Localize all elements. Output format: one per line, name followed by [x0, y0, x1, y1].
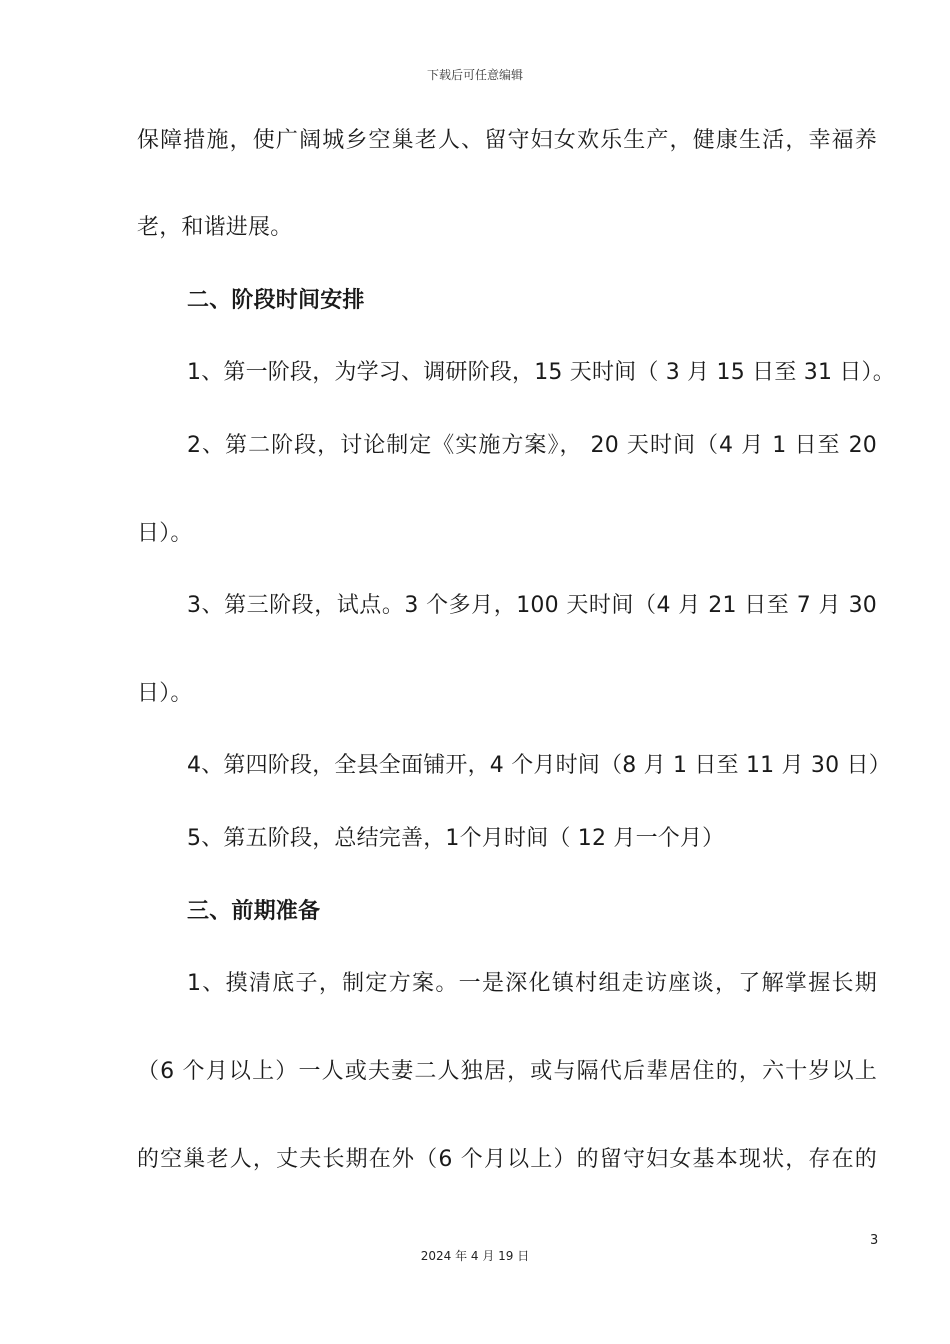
body-line-2: 老，和谐进展。	[137, 215, 293, 240]
prep-line-2: （6 个月以上）一人或夫妻二人独居，或与隔代后辈居住的，六十岁以上	[137, 1059, 877, 1084]
body-line-1: 保障措施，使广阔城乡空巢老人、留守妇女欢乐生产，健康生活，幸福养	[137, 128, 877, 153]
page-header: 下载后可任意编辑	[426, 68, 523, 82]
stage-item-1: 1、第一阶段，为学习、调研阶段，15 天时间（ 3 月 15 日至 31 日）。	[187, 360, 895, 385]
prep-line-1: 1、摸清底子，制定方案。一是深化镇村组走访座谈，了解掌握长期	[187, 971, 877, 996]
prep-line-3: 的空巢老人，丈夫长期在外（6 个月以上）的留守妇女基本现状，存在的	[137, 1147, 877, 1172]
stage-item-2: 2、第二阶段，讨论制定《实施方案》， 20 天时间（4 月 1 日至 20	[187, 433, 877, 458]
stage-item-3: 3、第三阶段，试点。3 个多月，100 天时间（4 月 21 日至 7 月 30	[187, 593, 877, 618]
stage-item-5: 5、第五阶段，总结完善，1个月时间（ 12 月一个月）	[187, 826, 725, 851]
stage-item-2-cont: 日）。	[137, 521, 193, 546]
section-heading-3: 三、前期准备	[187, 899, 321, 924]
page-number: 3	[870, 1233, 879, 1248]
page-footer-date: 2024 年 4 月 19 日	[420, 1249, 530, 1263]
stage-item-3-cont: 日）。	[137, 681, 193, 706]
stage-item-4: 4、第四阶段，全县全面铺开，4 个月时间（8 月 1 日至 11 月 30 日）	[187, 753, 891, 778]
section-heading-2: 二、阶段时间安排	[187, 288, 365, 313]
